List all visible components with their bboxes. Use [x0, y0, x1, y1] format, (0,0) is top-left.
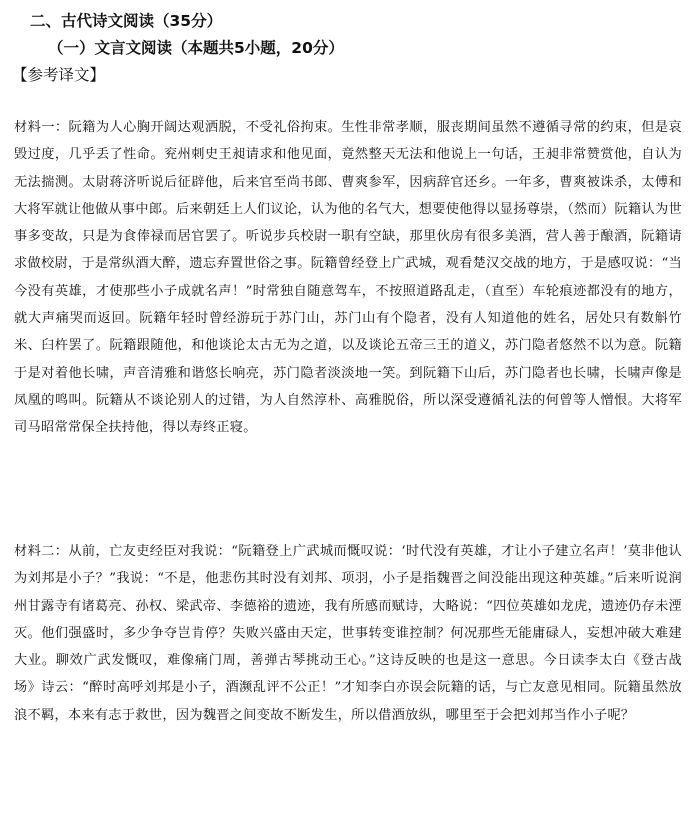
- reference-label: 【参考译文】: [12, 66, 106, 84]
- material-two-paragraph: 材料二：从前，亡友吏经臣对我说：“阮籍登上广武城而慨叹说：‘时代没有英雄，才让小子建立名声！’莫非他认为刘邦是小子？”我说：“不是，他悲伤其时没有刘邦、项羽，小子是指魏晋之间没能出现这种英雄。”后来听说润州甘露寺有诸葛亮、孙权、梁武帝、李德裕的遗迹，我有所感而赋诗，大略说：“四位英雄如龙虎，遗迹仍存未湮灭。他们强盛时，多少争夺岂肯停？失败兴盛由天定，世事转变谁控制？何况那些无能庸碌人，妄想冲破大难建大业。聊效广武发慨叹，难像痛门周，善弹古琴挑动王心。”这诗反映的也是这一意思。今日读李太白《登古战场》诗云：“醉时高呼刘邦是小子，酒濒乱评不公正！”才知李白亦误会阮籍的话，与亡友意见相同。阮籍虽然放浪不羁，本来有志于救世，因为魏晋之间变故不断发生，所以借酒放纵，哪里至于会把刘邦当作小子呢？: [14, 544, 682, 723]
- section-title: 二、古代诗文阅读（35分）: [30, 12, 223, 30]
- material-one-paragraph: 材料一：阮籍为人心胸开阔达观洒脱，不受礼俗拘束。生性非常孝顺，服丧期间虽然不遵循寻常的约束，但是哀毁过度，几乎丢了性命。兖州刺史王昶请求和他见面，竟然整天无法和他说上一句话，王昶非常赞赏他，自认为无法揣测。太尉蒋济听说后征辟他，后来官至尚书郎、曹爽参军，因病辞官还乡。一年多，曹爽被诛杀，太傅和大将军就让他做从事中郎。后来朝廷上人们议论，认为他的名气大，想要使他得以显扬尊崇，（然而）阮籍认为世事多变故，只是为食俸禄而居官罢了。听说步兵校尉一职有空缺，那里伙房有很多美酒，营人善于酿酒，阮籍请求做校尉，于是常纵酒大醉，遗忘弃置世俗之事。阮籍曾经登上广武城，观看楚汉交战的地方，于是感叹说：“当今没有英雄，才使那些小子成就名声！”时常独自随意驾车，不按照道路乱走，（直至）车轮痕迹都没有的地方，就大声痛哭而返回。阮籍年轻时曾经游玩于苏门山，苏门山有个隐者，没有人知道他的姓名，居处只有数斛竹米、臼杵罢了。阮籍跟随他，和他谈论太古无为之道，以及谈论五帝三王的道义，苏门隐者悠然不以为意。阮籍于是对着他长啸，声音清雅和谐悠长响亮，苏门隐者淡淡地一笑。到阮籍下山后，苏门隐者也长啸，长啸声像是凤凰的鸣叫。阮籍从不谈论别人的过错，为人自然淳朴、高雅脱俗，所以深受遵循礼法的何曾等人憎恨。大将军司马昭常常保全扶持他，得以寿终正寝。: [14, 120, 682, 436]
- subsection-title: （一）文言文阅读（本题共5小题，20分）: [48, 39, 344, 57]
